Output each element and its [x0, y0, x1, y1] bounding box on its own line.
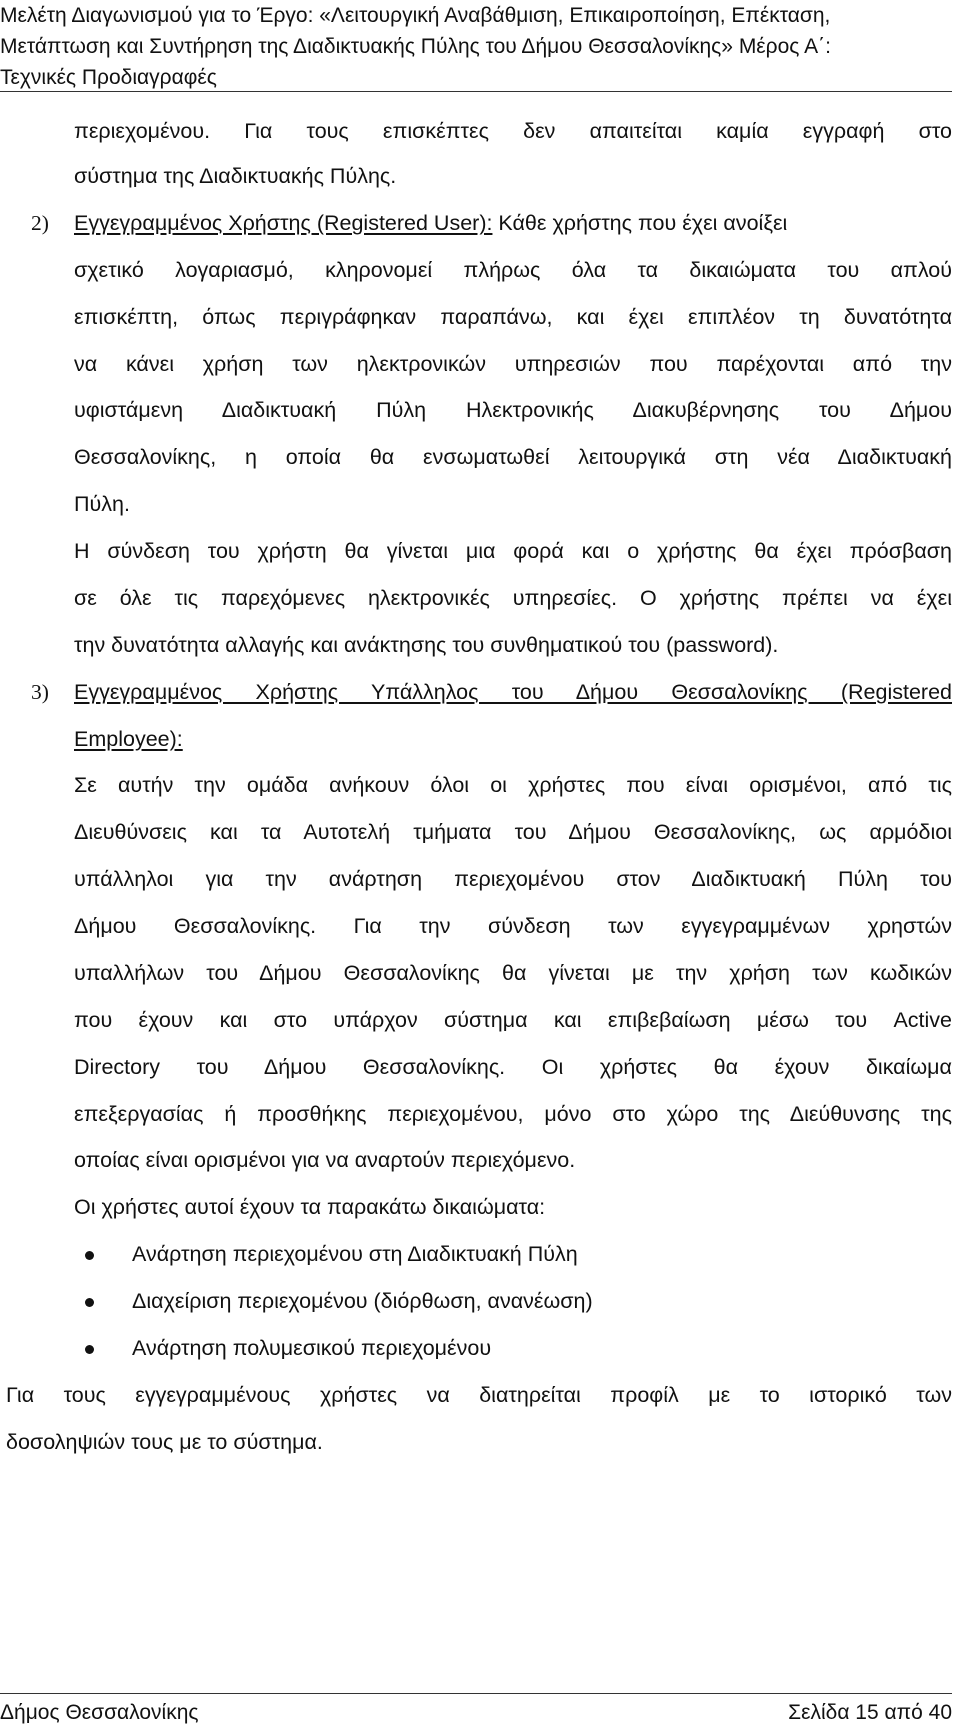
paragraph-line: σύστημα της Διαδικτυακής Πύλης.: [74, 164, 397, 188]
list-item-title: Εγγεγραμμένος Χρήστης Υπάλληλος του Δήμου Θεσσαλονίκης (Registered: [74, 680, 952, 704]
paragraph-line: Η σύνδεση του χρήστη θα γίνεται μια φορά και ο χρήστης θα έχει πρόσβαση: [74, 539, 952, 563]
paragraph-line: που έχουν και στο υπάρχον σύστημα και επιβεβαίωση μέσω του Active: [74, 1008, 952, 1032]
header-line: Τεχνικές Προδιαγραφές: [0, 66, 217, 89]
bullet-icon: [85, 1345, 94, 1354]
paragraph-line: την δυνατότητα αλλαγής και ανάκτησης του συνθηματικού του (password).: [74, 633, 779, 657]
paragraph-line: Δήμου Θεσσαλονίκης. Για την σύνδεση των εγγεγραμμένων χρηστών: [74, 914, 952, 938]
page-header: [0, 0, 952, 93]
bullet-icon: [85, 1251, 94, 1260]
header-divider: [0, 91, 952, 92]
paragraph-line: σε όλε τις παρεχόμενες ηλεκτρονικές υπηρεσίες. Ο χρήστης πρέπει να έχει: [74, 586, 952, 610]
list-item: Ανάρτηση περιεχομένου στη Διαδικτυακή Πύλη: [132, 1242, 578, 1266]
paragraph-line: Για τους εγγεγραμμένους χρήστες να διατηρείται προφίλ με το ιστορικό των: [6, 1383, 952, 1407]
paragraph-line: υφιστάμενη Διαδικτυακή Πύλη Ηλεκτρονικής Διακυβέρνησης του Δήμου: [74, 398, 952, 422]
paragraph-text: Κάθε χρήστης που έχει ανοίξει: [492, 211, 788, 235]
paragraph-line: επισκέπτη, όπως περιγράφηκαν παραπάνω, και έχει επιπλέον τη δυνατότητα: [74, 305, 952, 329]
list-item: Ανάρτηση πολυμεσικού περιεχομένου: [132, 1336, 492, 1360]
list-number: 3): [31, 680, 49, 704]
list-item-title-line: [74, 207, 787, 239]
paragraph-line: να κάνει χρήση των ηλεκτρονικών υπηρεσιών που παρέχονται από την: [74, 352, 952, 376]
list-item: Διαχείριση περιεχομένου (διόρθωση, ανανέωση): [132, 1289, 593, 1313]
paragraph-line: Directory του Δήμου Θεσσαλονίκης. Οι χρήστες θα έχουν δικαίωμα: [74, 1055, 952, 1079]
page-number: Σελίδα 15 από 40: [788, 1701, 952, 1724]
footer-divider: [0, 1693, 952, 1694]
paragraph-line: σχετικό λογαριασμό, κληρονομεί πλήρως όλα τα δικαιώματα του απλού: [74, 258, 952, 282]
list-number: 2): [31, 211, 49, 235]
page-footer: [0, 1697, 952, 1729]
paragraph-line: δοσοληψιών τους με το σύστημα.: [6, 1430, 323, 1454]
bullet-icon: [85, 1298, 94, 1307]
paragraph-line: Διευθύνσεις και τα Αυτοτελή τμήματα του Δήμου Θεσσαλονίκης, ως αρμόδιοι: [74, 820, 952, 844]
paragraph-line: οποίας είναι ορισμένοι για να αναρτούν περιεχόμενο.: [74, 1148, 576, 1172]
footer-organization: Δήμος Θεσσαλονίκης: [0, 1701, 199, 1724]
paragraph-line: Πύλη.: [74, 492, 130, 516]
header-line: Μελέτη Διαγωνισμού για το Έργο: «Λειτουργική Αναβάθμιση, Επικαιροποίηση, Επέκταση,: [0, 4, 831, 27]
paragraph-line: Οι χρήστες αυτοί έχουν τα παρακάτω δικαιώματα:: [74, 1195, 546, 1219]
paragraph-line: υπαλλήλων του Δήμου Θεσσαλονίκης θα γίνεται με την χρήση των κωδικών: [74, 961, 952, 985]
paragraph-line: περιεχομένου. Για τους επισκέπτες δεν απαιτείται καμία εγγραφή στο: [74, 119, 952, 143]
paragraph-line: Σε αυτήν την ομάδα ανήκουν όλοι οι χρήστες που είναι ορισμένοι, από τις: [74, 773, 952, 797]
paragraph-line: Θεσσαλονίκης, η οποία θα ενσωματωθεί λειτουργικά στη νέα Διαδικτυακή: [74, 445, 952, 469]
paragraph-line: υπάλληλοι για την ανάρτηση περιεχομένου στον Διαδικτυακή Πύλη του: [74, 867, 952, 891]
list-item-title: Εγγεγραμμένος Χρήστης (Registered User):: [74, 211, 493, 235]
paragraph-line: επεξεργασίας ή προσθήκης περιεχομένου, μόνο στο χώρο της Διεύθυνσης της: [74, 1102, 952, 1126]
header-line: Μετάπτωση και Συντήρηση της Διαδικτυακής Πύλης του Δήμου Θεσσαλονίκης» Μέρος Α΄:: [0, 35, 831, 58]
list-item-title: Employee):: [74, 727, 183, 751]
